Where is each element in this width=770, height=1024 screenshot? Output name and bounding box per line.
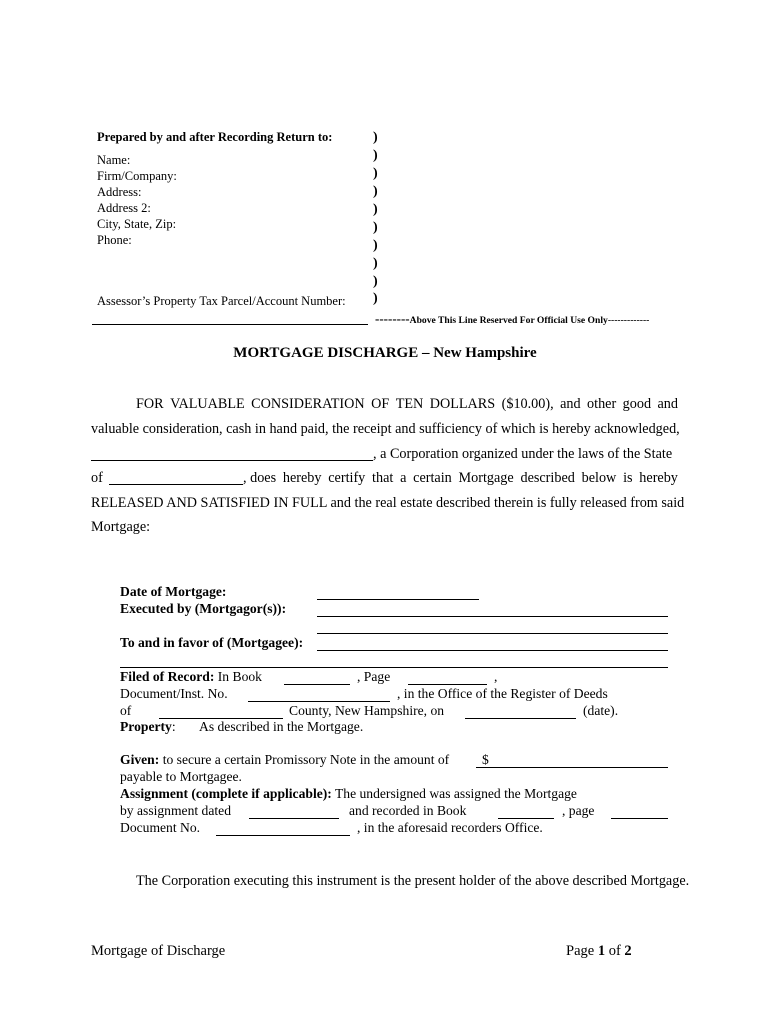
county-of-label: of (120, 703, 132, 718)
mortgagee-blank-2[interactable] (317, 650, 668, 651)
paren: ) (373, 274, 378, 289)
assignment-date-blank[interactable] (249, 818, 339, 819)
amount-blank[interactable] (476, 767, 668, 768)
body-line-3: , a Corporation organized under the laws of the State (373, 446, 673, 462)
body-line-2: valuable consideration, cash in hand paid, the receipt and sufficiency of which is hereby acknowledged, (91, 421, 680, 437)
word: DOLLARS (429, 396, 496, 412)
document-no-blank[interactable] (216, 835, 350, 836)
firm-label: Firm/Company: (97, 169, 177, 183)
assignment-text: The undersigned was assigned the Mortgage (334, 786, 577, 801)
property-label: Property (120, 719, 172, 734)
given-text: to secure a certain Promissory Note in the amount of (162, 752, 450, 767)
word: good (622, 396, 652, 412)
date-of-mortgage-blank[interactable] (317, 599, 479, 600)
mortgagor-blank[interactable] (317, 616, 668, 617)
assignment-page-label: , page (562, 803, 595, 818)
mortgagee-label: To and in favor of (Mortgagee): (120, 635, 304, 650)
document-title: MORTGAGE DISCHARGE – New Hampshire (233, 345, 537, 361)
word: a (400, 470, 407, 486)
reserved-dashes: -------- (375, 311, 410, 326)
date-of-mortgage-label: Date of Mortgage: (120, 584, 227, 599)
document-no-label: Document No. (120, 820, 201, 835)
document-inst-label: Document/Inst. No. (120, 686, 228, 701)
given-label: Given: (120, 752, 160, 767)
paren: ) (373, 184, 378, 199)
reserved-text: Above This Line Reserved For Official Use Only (409, 315, 608, 326)
word: hereby (282, 470, 322, 486)
assignment-label: Assignment (complete if applicable): (120, 786, 332, 801)
city-state-zip-label: City, State, Zip: (97, 217, 177, 231)
word: hereby (639, 470, 678, 486)
page-blank[interactable] (408, 684, 487, 685)
word: TEN (395, 396, 424, 412)
paren: ) (373, 130, 378, 145)
body-line-4-of: of (91, 470, 103, 486)
word: certify (328, 470, 366, 486)
word: that (372, 470, 394, 486)
word: and (560, 396, 581, 412)
word: described (520, 470, 575, 486)
corporation-name-blank[interactable] (91, 460, 373, 461)
name-label: Name: (97, 153, 131, 167)
dollar-sign: $ (482, 752, 489, 767)
aforesaid-text: , in the aforesaid recorders Office. (357, 820, 543, 835)
assignment-page-blank[interactable] (611, 818, 668, 819)
paren: ) (373, 202, 378, 217)
word: certain (413, 470, 452, 486)
paren: ) (373, 166, 378, 181)
comma: , (494, 669, 498, 684)
phone-label: Phone: (97, 233, 132, 247)
office-register-text: , in the Office of the Register of Deeds (397, 686, 608, 701)
assignment-book-blank[interactable] (498, 818, 554, 819)
prepared-by-label: Prepared by and after Recording Return to: (97, 130, 333, 144)
body-line-5: RELEASED AND SATISFIED IN FULL and the real estate described therein is fully released from said (91, 495, 685, 511)
assessor-label: Assessor’s Property Tax Parcel/Account Number: (97, 294, 346, 308)
official-use-notice (375, 311, 649, 327)
footer-title: Mortgage of Discharge (91, 943, 226, 959)
county-nh-text: County, New Hampshire, on (289, 703, 445, 718)
reserved-tail: ------------- (607, 315, 650, 326)
header-rule (92, 324, 368, 325)
word: and (657, 396, 678, 412)
mortgagee-blank-1[interactable] (317, 633, 668, 634)
of-word: of (608, 943, 621, 959)
body-line-6: Mortgage: (91, 519, 151, 535)
payable-text: payable to Mortgagee. (120, 769, 242, 784)
word: Mortgage (458, 470, 514, 486)
property-row (120, 719, 176, 735)
in-book-label: In Book (217, 669, 262, 684)
paren: ) (373, 291, 378, 306)
paren: ) (373, 220, 378, 235)
word: below (581, 470, 617, 486)
date-paren-text: (date). (583, 703, 619, 718)
recorded-in-book-label: and recorded in Book (349, 803, 467, 818)
page-number (566, 943, 632, 960)
book-blank[interactable] (284, 684, 350, 685)
closing-statement: The Corporation executing this instrument is the present holder of the above described Mortgage. (136, 873, 690, 889)
word: CONSIDERATION (251, 396, 365, 412)
body-line-4 (243, 470, 678, 487)
document-inst-blank[interactable] (248, 701, 390, 702)
fields-divider (120, 667, 668, 668)
property-value: As described in the Mortgage. (199, 719, 364, 734)
filed-of-record-row (120, 669, 262, 685)
filing-date-blank[interactable] (465, 718, 576, 719)
word: ($10.00), (501, 396, 554, 412)
state-blank[interactable] (109, 484, 243, 485)
executed-by-label: Executed by (Mortgagor(s)): (120, 601, 287, 616)
given-row (120, 752, 449, 768)
assignment-row (120, 786, 577, 802)
paren: ) (373, 238, 378, 253)
word: VALUABLE (170, 396, 245, 412)
page-word: Page (566, 943, 595, 959)
word: other (587, 396, 617, 412)
by-assignment-label: by assignment dated (120, 803, 231, 818)
paren: ) (373, 256, 378, 271)
address-label: Address: (97, 185, 142, 199)
filed-of-record-label: Filed of Record: (120, 669, 215, 684)
total-pages: 2 (624, 943, 632, 959)
current-page: 1 (597, 943, 606, 959)
address2-label: Address 2: (97, 201, 151, 215)
word: , does (243, 470, 277, 486)
word: FOR (136, 396, 164, 412)
paren: ) (373, 148, 378, 163)
property-colon: : (171, 719, 176, 734)
word: is (623, 470, 633, 486)
page-label: , Page (357, 669, 391, 684)
word: OF (371, 396, 390, 412)
body-line-1 (136, 396, 678, 413)
